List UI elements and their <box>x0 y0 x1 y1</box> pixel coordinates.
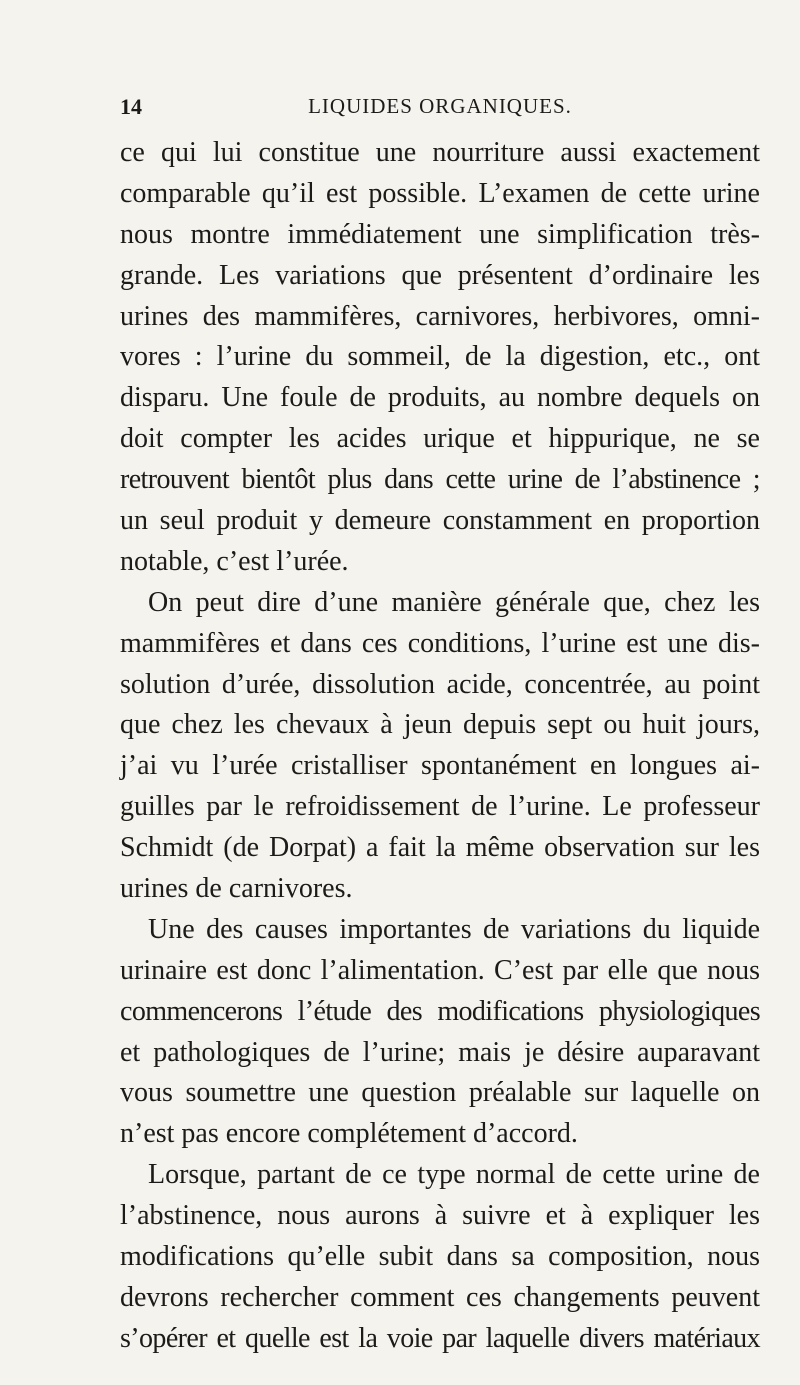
text-line: vous soumettre une question préalable sur laquelle on <box>120 1077 760 1109</box>
text-line: grande. Les variations que présentent d’ordinaire les <box>120 259 760 291</box>
page-number: 14 <box>120 94 142 119</box>
running-title: LIQUIDES ORGANIQUES. <box>308 94 572 118</box>
text-line: notable, c’est l’urée. <box>120 545 349 577</box>
paragraph-start-line: On peut dire d’une manière générale que, chez les <box>148 586 760 618</box>
text-line: que chez les chevaux à jeun depuis sept ou huit jours, <box>120 709 760 741</box>
text-line: Schmidt (de Dorpat) a fait la même observation sur les <box>120 832 760 864</box>
text-line: l’abstinence, nous aurons à suivre et à expliquer les <box>120 1200 760 1232</box>
text-line: disparu. Une foule de produits, au nombre dequels on <box>120 382 760 414</box>
text-line: ce qui lui constitue une nourriture aussi exactement <box>120 137 760 168</box>
text-line: un seul produit y demeure constamment en proportion <box>120 505 760 537</box>
text-line: urinaire est donc l’alimentation. C’est par elle que nous <box>120 954 760 986</box>
text-line: comparable qu’il est possible. L’examen de cette urine <box>120 177 760 209</box>
text-line: et pathologiques de l’urine; mais je désire auparavant <box>120 1036 760 1068</box>
text-line: s’opérer et quelle est la voie par laquelle divers matériaux <box>120 1322 760 1354</box>
text-line: vores : l’urine du sommeil, de la digestion, etc., ont <box>120 341 760 373</box>
text-line: j’ai vu l’urée cristalliser spontanément en longues ai- <box>120 750 760 782</box>
text-line: devrons rechercher comment ces changements peuvent <box>120 1281 760 1313</box>
text-line: mammifères et dans ces conditions, l’urine est une dis- <box>120 627 760 659</box>
text-line: urines des mammifères, carnivores, herbivores, omni- <box>120 300 760 332</box>
text-line: guilles par le refroidissement de l’urine. Le professeur <box>120 791 760 823</box>
body-text <box>120 133 760 1360</box>
text-line: nous montre immédiatement une simplification très- <box>120 218 760 250</box>
text-line: modifications qu’elle subit dans sa composition, nous <box>120 1241 760 1273</box>
text-line: retrouvent bientôt plus dans cette urine de l’abstinence ; <box>120 464 760 496</box>
text-line: doit compter les acides urique et hippurique, ne se <box>120 423 760 455</box>
text-line: urines de carnivores. <box>120 873 353 905</box>
paragraph-start-line: Une des causes importantes de variations du liquide <box>148 913 760 945</box>
paragraph-start-line: Lorsque, partant de ce type normal de cette urine de <box>148 1159 760 1191</box>
text-line: commencerons l’étude des modifications physiologiques <box>120 995 760 1027</box>
page-header <box>120 94 760 124</box>
text-line: n’est pas encore complétement d’accord. <box>120 1118 578 1150</box>
text-line: solution d’urée, dissolution acide, concentrée, au point <box>120 668 760 700</box>
